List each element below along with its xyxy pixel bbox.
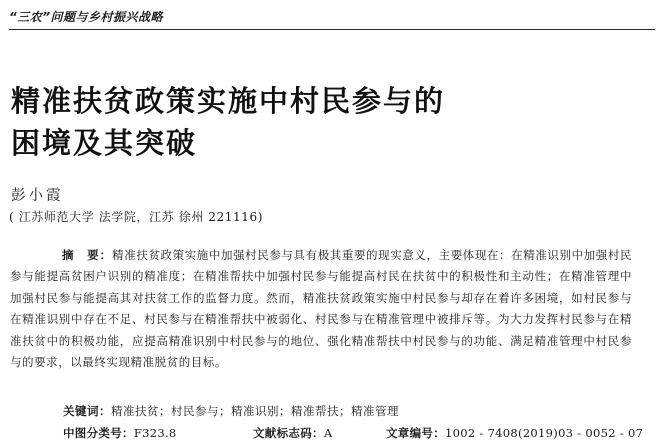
clc-value: F323.8 — [133, 426, 177, 440]
header-divider — [9, 29, 655, 30]
abstract-label: 摘 要： — [62, 248, 113, 262]
author-name: 彭小霞 — [11, 188, 64, 204]
clc-number — [63, 425, 253, 441]
abstract-text: 精准扶贫政策实施中加强村民参与具有极其重要的现实意义，主要体现在：在精准识别中加强村民参与能提高贫困户识别的精准度；在精准帮扶中加强村民参与能提高村民在扶贫中的积极性和主动性；在精准管理中加强村民参与能提高其对扶贫工作的监督力度。然而，精准扶贫政策实施中村民参与却存在着许多困境，如村民参与在精准识别中存在不足、村民参与在精准帮扶中被弱化、村民参与在精准管理中被排斥等。为大力发挥村民参与在精准扶贫中的积极功能，应提高精准识别中村民参与的地位、强化精准帮扶中村民参与的功能、满足精准管理中村民参与的要求，以最终实现精准脱贫的目标。 — [10, 248, 632, 370]
keywords-label: 关键词： — [63, 404, 111, 418]
keywords-line — [63, 403, 399, 419]
clc-label: 中图分类号： — [63, 426, 134, 440]
article-no-label: 文章编号： — [386, 426, 445, 440]
author-affiliation: ( 江苏师范大学 法学院，江苏 徐州 221116) — [9, 210, 264, 224]
abstract-paragraph — [10, 245, 632, 373]
title-line-1: 精准扶贫政策实施中村民参与的 — [11, 84, 446, 118]
article-title — [11, 80, 631, 164]
document-code — [253, 425, 386, 441]
keywords-text: 精准扶贫；村民参与；精准识别；精准帮扶；精准管理 — [111, 404, 399, 418]
classification-line — [63, 425, 643, 441]
doc-code-label: 文献标志码： — [253, 426, 324, 440]
article-number — [386, 425, 643, 441]
article-no-value: 1002 - 7408(2019)03 - 0052 - 07 — [445, 426, 644, 440]
doc-code-value: A — [323, 426, 333, 440]
column-header: “三农”问题与乡村振兴战略 — [9, 10, 163, 24]
title-line-2: 困境及其突破 — [11, 126, 198, 160]
